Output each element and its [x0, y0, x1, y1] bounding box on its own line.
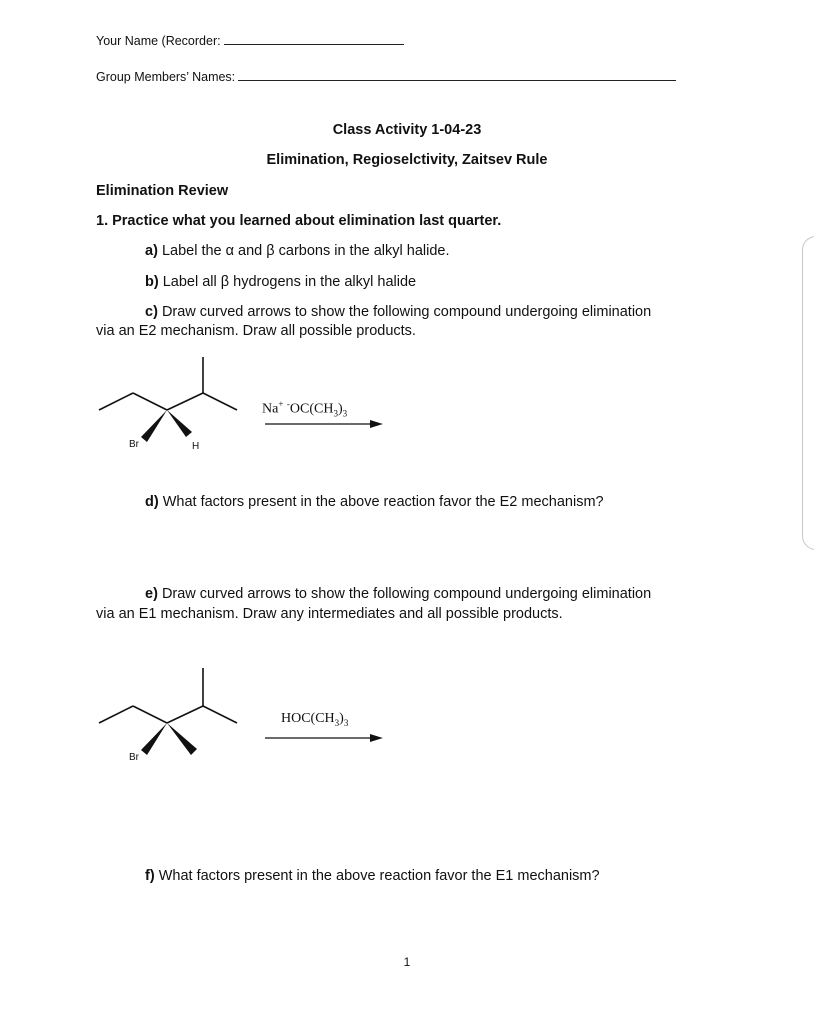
- question-1c-label: c): [145, 304, 158, 320]
- topic-title: Elimination, Regioselctivity, Zaitsev Rule: [266, 152, 548, 168]
- recorder-name-label: Your Name (Recorder:: [96, 34, 221, 48]
- group-members-label: Group Members’ Names:: [96, 70, 236, 84]
- h-label-1: H: [192, 441, 200, 452]
- reagent-1-sub3: 3: [333, 408, 338, 419]
- question-1e-line2: via an E1 mechanism. Draw any intermediates and all possible products.: [96, 606, 563, 622]
- reagent-2-hoc: HOC(CH: [281, 711, 335, 726]
- reagent-2-sub3b: 3: [343, 717, 349, 728]
- wedge-bond-br-2: [141, 723, 167, 755]
- reaction-arrow-head-2: [370, 734, 383, 742]
- question-1b-label: b): [145, 274, 159, 290]
- reagent-2-close: ): [339, 711, 344, 726]
- question-1c-line2: via an E2 mechanism. Draw all possible products.: [96, 323, 416, 339]
- question-1f: [145, 868, 600, 884]
- question-1f-text: What factors present in the above reaction favor the E1 mechanism?: [158, 868, 600, 884]
- question-1c-text: Draw curved arrows to show the following compound undergoing elimination: [161, 304, 652, 320]
- br-label-1: Br: [129, 439, 139, 450]
- question-1d-text: What factors present in the above reaction favor the E2 mechanism?: [162, 494, 604, 510]
- page-number: 1: [403, 955, 411, 969]
- question-1f-label: f): [145, 868, 155, 884]
- activity-title: Class Activity 1-04-23: [332, 122, 482, 138]
- question-1a-text: Label the α and β carbons in the alkyl halide.: [161, 243, 450, 259]
- reagent-1-plus: +: [278, 399, 284, 409]
- question-1d-label: d): [145, 494, 159, 510]
- reagent-1-close: ): [337, 401, 343, 417]
- question-1e-label: e): [145, 586, 158, 602]
- question-1a-label: a): [145, 243, 158, 259]
- reagent-2: [281, 711, 348, 728]
- reagent-1-minus: -: [286, 399, 290, 409]
- question-1-prompt: 1. Practice what you learned about elimination last quarter.: [96, 213, 502, 229]
- section-heading: Elimination Review: [96, 183, 229, 199]
- question-1b-text: Label all β hydrogens in the alkyl halide: [162, 274, 417, 290]
- alkyl-halide-skeleton-2: [99, 668, 237, 723]
- br-label-2: Br: [129, 752, 139, 763]
- wedge-bond-methyl-2: [167, 723, 197, 755]
- reagent-1-oc: OC(CH: [289, 401, 334, 417]
- reagent-1-na: Na: [262, 401, 279, 417]
- question-1e-text: Draw curved arrows to show the following compound undergoing elimination: [161, 586, 652, 602]
- side-panel-tab[interactable]: [802, 236, 814, 550]
- reagent-2-sub3: 3: [334, 717, 340, 728]
- reagent-1-sub3b: 3: [342, 408, 348, 419]
